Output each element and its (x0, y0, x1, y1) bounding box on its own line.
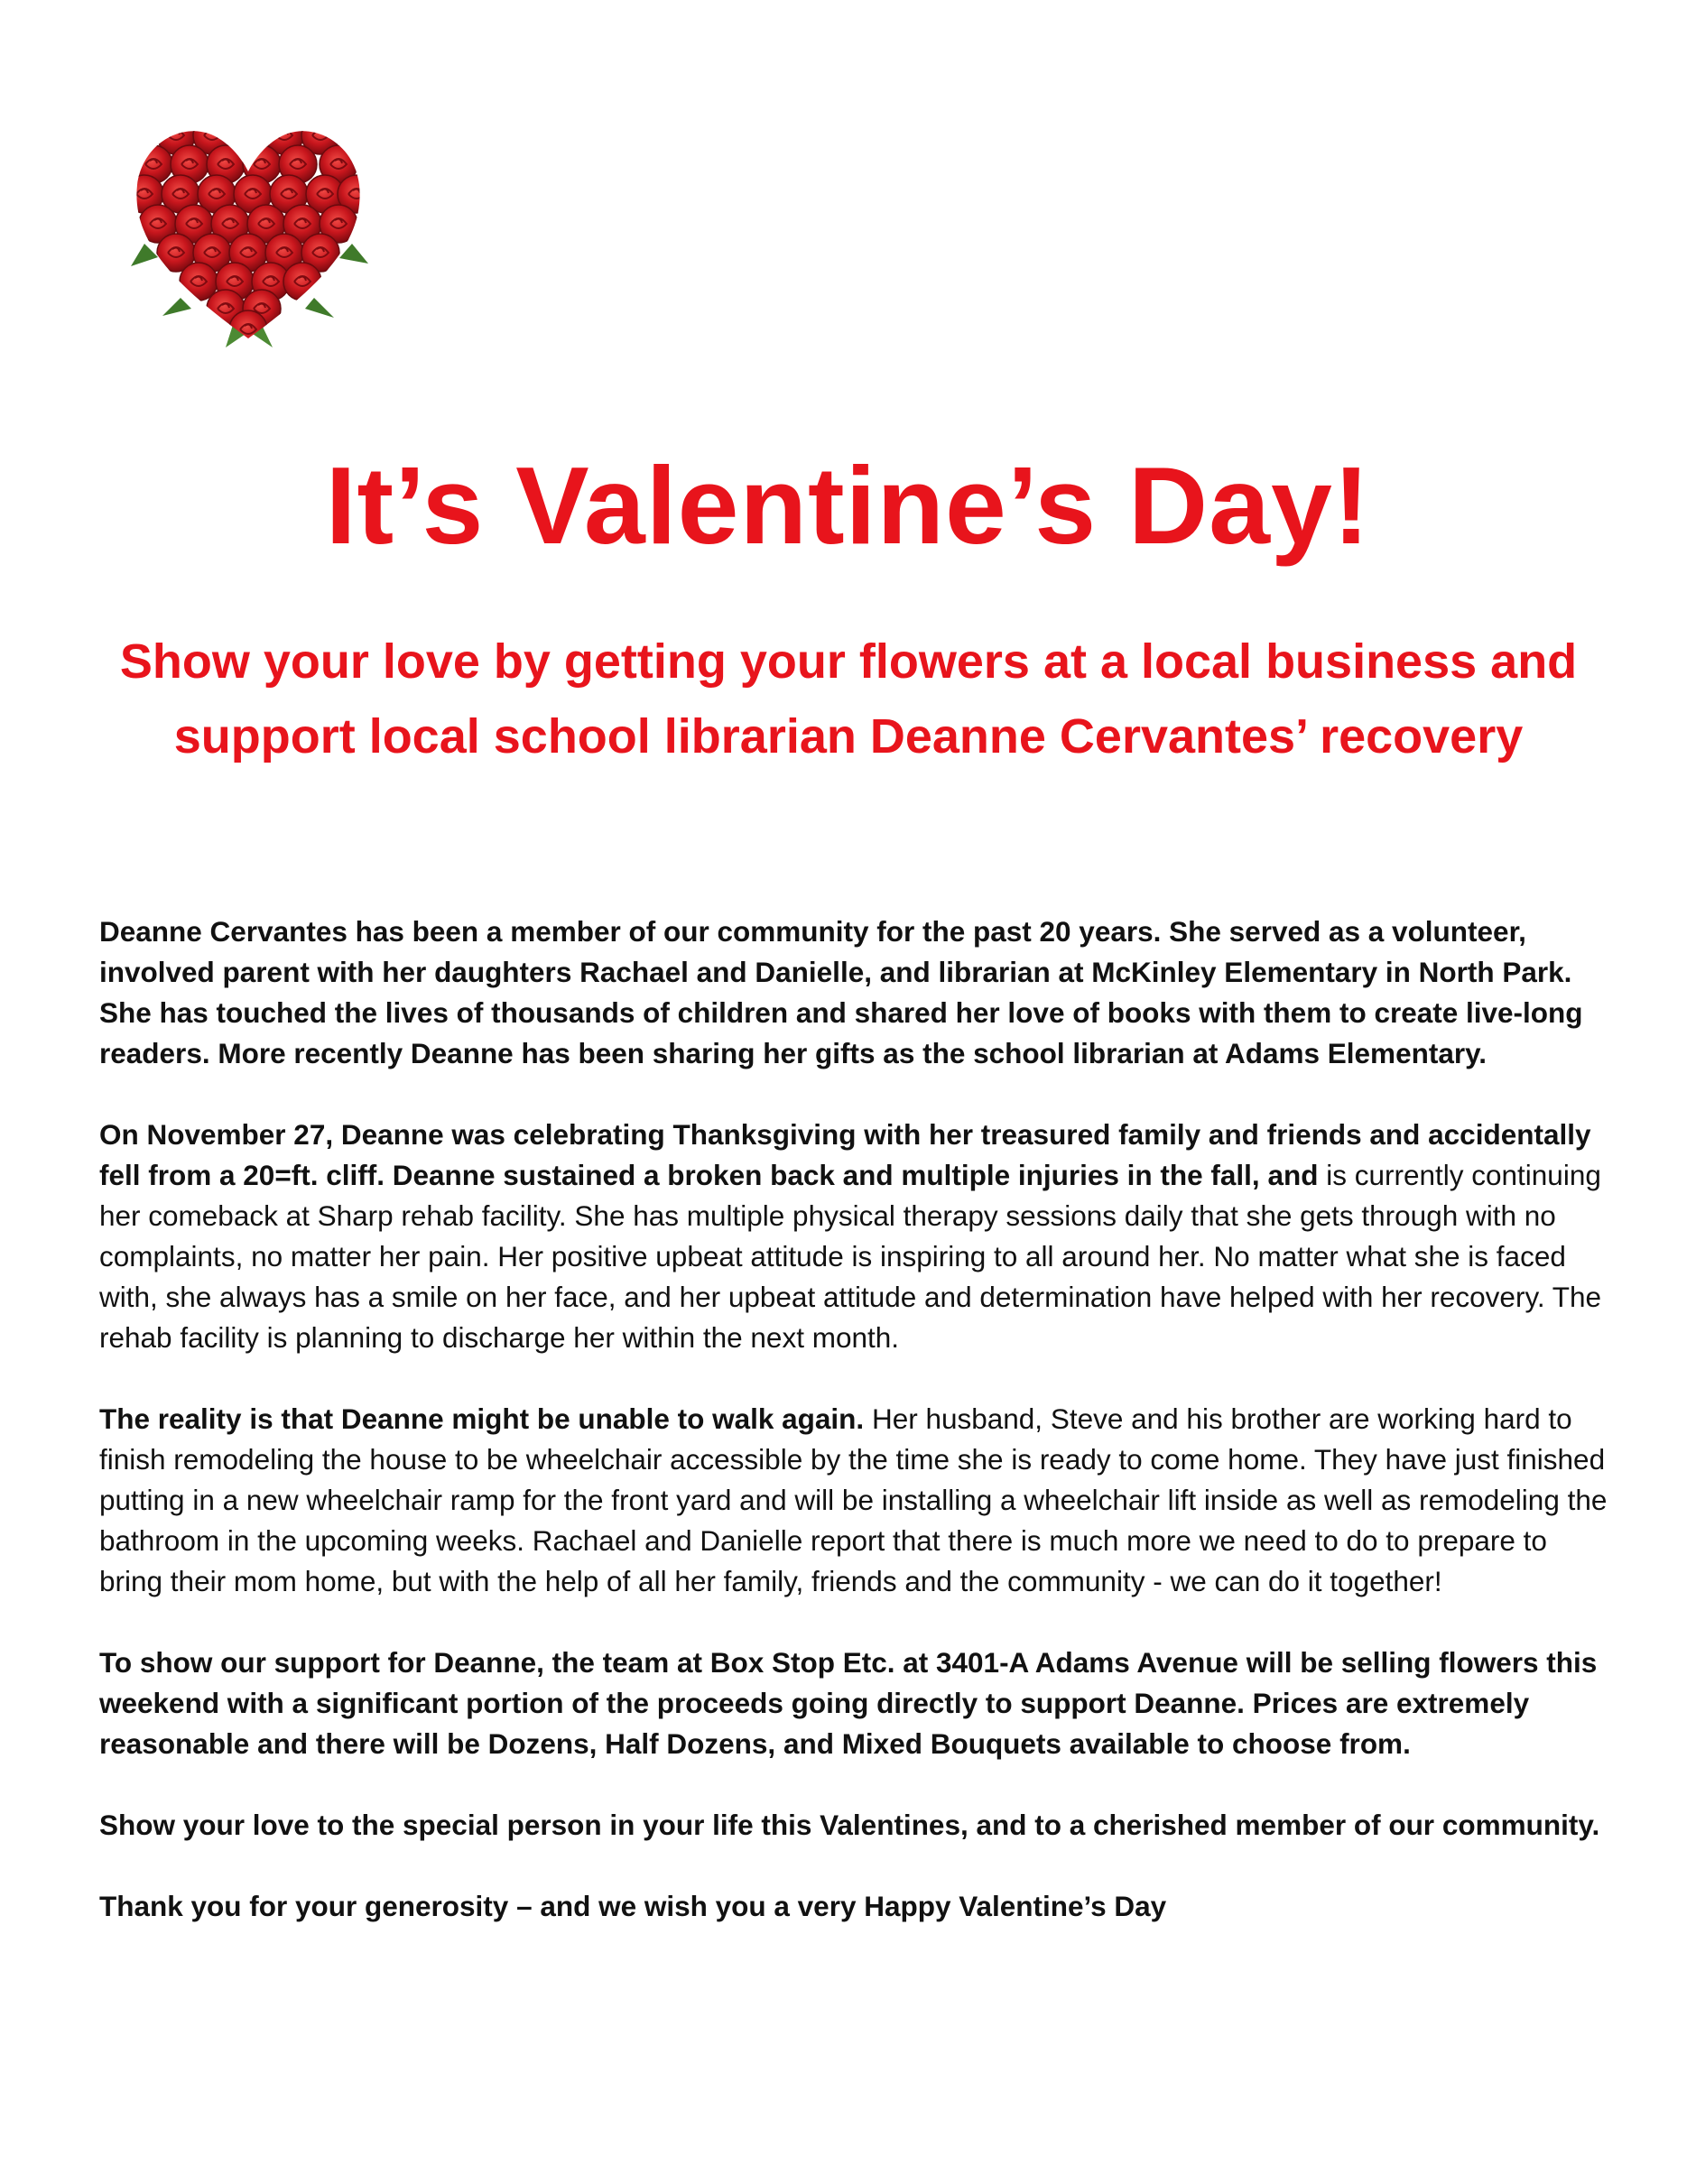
page-title: It’s Valentine’s Day! (325, 444, 1371, 567)
leaf-icon (131, 244, 158, 266)
leaf-icon (305, 298, 334, 318)
rose-heart-icon (126, 108, 370, 352)
leaf-icon (162, 298, 191, 316)
paragraph-reality-regular: Her husband, Steve and his brother are working hard to finish remodeling the house to be wheelchair accessible by the time she is ready to come home. They have just finished putting in a new wheelchair ramp for the front yard and will be installing a wheelchair lift inside as well as remodeling the bathroom in the upcoming weeks. Rachael and Danielle report that there is much more we need to do to prepare to bring their mom home, but with the help of all her family, friends and the community - we can do it together! (99, 1402, 1608, 1597)
page-subtitle: Show your love by getting your flowers at a local business and support local school librarian Deanne Cervantes’ recovery (119, 634, 1578, 763)
letter-body (99, 912, 1616, 1967)
paragraph-love: Show your love to the special person in your life this Valentines, and to a cherished member of our community. (99, 1809, 1600, 1841)
paragraph-reality-bold: The reality is that Deanne might be unable to walk again. (99, 1402, 865, 1435)
leaf-icon (339, 244, 368, 264)
paragraph-accident-regular: is currently continuing her comeback at Sharp rehab facility. She has multiple physical therapy sessions daily that she gets through with no complaints, no matter her pain. Her positive upbeat attitude is inspiring to all around her. No matter what she is faced with, she always has a smile on her face, and her upbeat attitude and determination have helped with her recovery. The rehab facility is planning to discharge her within the next month. (99, 1159, 1602, 1354)
paragraph-intro: Deanne Cervantes has been a member of our community for the past 20 years. She served as a volunteer, involved parent with her daughters Rachael and Danielle, and librarian at McKinley Elementary in North Park. She has touched the lives of thousands of children and shared her love of books with them to create live-long readers. More recently Deanne has been sharing her gifts as the school librarian at Adams Elementary. (99, 915, 1583, 1069)
paragraph-reality (99, 1399, 1616, 1602)
paragraph-thanks: Thank you for your generosity – and we wish you a very Happy Valentine’s Day (99, 1890, 1167, 1922)
paragraph-support: To show our support for Deanne, the team at Box Stop Etc. at 3401-A Adams Avenue will be selling flowers this weekend with a significant portion of the proceeds going directly to support Deanne. Prices are extremely reasonable and there will be Dozens, Half Dozens, and Mixed Bouquets available to choose from. (99, 1646, 1598, 1760)
paragraph-accident-bold: On November 27, Deanne was celebrating Thanksgiving with her treasured family and friends and accidentally fell from a 20=ft. cliff. Deanne sustained a broken back and multiple injuries in the fall, and (99, 1118, 1591, 1191)
rose-icon (283, 263, 321, 301)
rose-heart-image (126, 108, 370, 352)
roses-cluster (126, 116, 370, 348)
paragraph-accident (99, 1115, 1616, 1358)
